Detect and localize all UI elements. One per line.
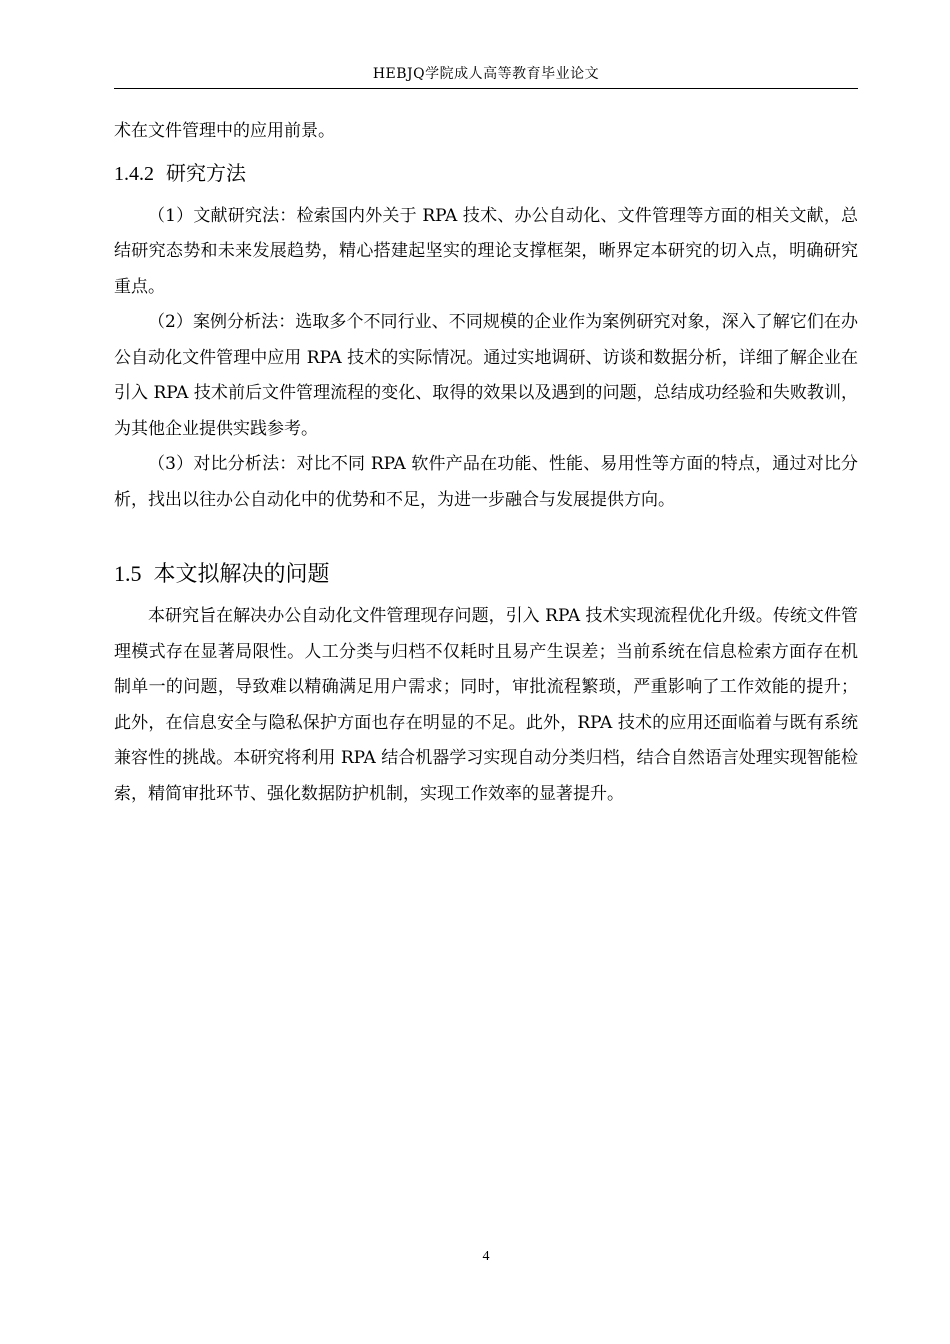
- header-rule: [114, 88, 858, 89]
- method-paragraph-case-study: （2）案例分析法：选取多个不同行业、不同规模的企业作为案例研究对象，深入了解它们在办公自动化文件管理中应用 RPA 技术的实际情况。通过实地调研、访谈和数据分析，详细了解企业在引入 RPA 技术前后文件管理流程的变化、取得的效果以及遇到的问题，总结成功经验和失败教训，为其他企业提供实践参考。: [114, 312, 858, 439]
- method-paragraph-literature: （1）文献研究法：检索国内外关于 RPA 技术、办公自动化、文件管理等方面的相关文献，总结研究态势和未来发展趋势，精心搭建起坚实的理论支撑框架，晰界定本研究的切入点，明确研究重点。: [114, 205, 858, 297]
- problem-statement-paragraph: 本研究旨在解决办公自动化文件管理现存问题，引入 RPA 技术实现流程优化升级。传统文件管理模式存在显著局限性。人工分类与归档不仅耗时且易产生误差；当前系统在信息检索方面存在机制单一的问题，导致难以精确满足用户需求；同时，审批流程繁琐，严重影响了工作效能的提升；此外，在信息安全与隐私保护方面也存在明显的不足。此外，RPA 技术的应用还面临着与既有系统兼容性的挑战。本研究将利用 RPA 结合机器学习实现自动分类归档，结合自然语言处理实现智能检索，精简审批环节、强化数据防护机制，实现工作效率的显著提升。: [114, 606, 858, 804]
- section-number: 1.5: [114, 561, 142, 586]
- continuation-text: 术在文件管理中的应用前景。: [114, 121, 335, 141]
- section-number: 1.4.2: [114, 162, 154, 185]
- running-header: HEBJQ学院成人高等教育毕业论文: [372, 66, 600, 82]
- method-paragraph-comparison: （3）对比分析法：对比不同 RPA 软件产品在功能、性能、易用性等方面的特点，通过对比分析，找出以往办公自动化中的优势和不足，为进一步融合与发展提供方向。: [114, 454, 858, 510]
- section-title: 研究方法: [166, 160, 246, 185]
- section-title: 本文拟解决的问题: [153, 562, 330, 587]
- section-heading-1-4-2: [114, 156, 858, 191]
- page-body: [114, 114, 858, 812]
- section-heading-1-5: [114, 556, 858, 593]
- page-number: 4: [482, 1249, 490, 1264]
